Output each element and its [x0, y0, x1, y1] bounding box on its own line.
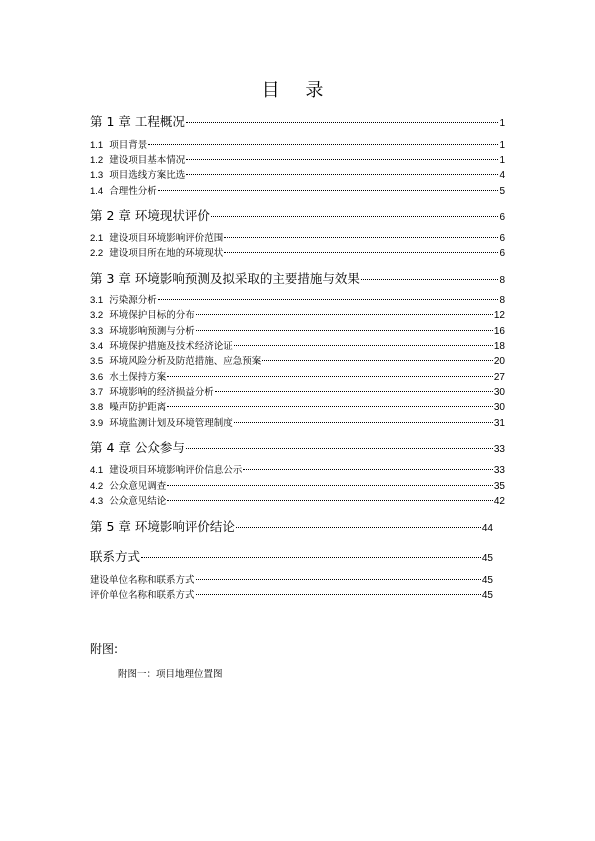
toc-entry-label: 第 3 章 环境影响预测及拟采取的主要措施与效果 — [90, 271, 360, 286]
toc-entry-label: 污染源分析 — [109, 295, 157, 306]
toc-entry-number: 4.3 — [90, 496, 104, 507]
toc-page-number: 30 — [493, 402, 505, 413]
toc-entry-number: 3.7 — [90, 387, 104, 398]
toc-page-number: 6 — [499, 233, 505, 244]
toc-entry-label: 第 4 章 公众参与 — [90, 440, 185, 455]
toc-page-number: 30 — [493, 387, 505, 398]
toc-section-entry[interactable] — [90, 307, 505, 321]
dot-leader — [236, 527, 481, 528]
toc-chapter-entry[interactable] — [90, 438, 505, 456]
toc-page-number: 20 — [493, 356, 505, 367]
toc-title: 目 录 — [261, 80, 334, 101]
dot-leader — [224, 237, 498, 238]
toc-entry-number: 3.1 — [90, 295, 104, 306]
toc-entry-number: 1.4 — [90, 186, 104, 197]
dot-leader — [196, 314, 493, 315]
toc-entry-label: 环境风险分析及防范措施、应急预案 — [109, 356, 262, 367]
toc-entry-label: 公众意见结论 — [109, 496, 167, 507]
dot-leader — [186, 122, 499, 123]
toc-entry-label: 建设项目所在地的环境现状 — [109, 248, 224, 259]
toc-page-number: 31 — [493, 418, 505, 429]
toc-page-number: 5 — [499, 186, 505, 197]
toc-page-number: 6 — [499, 212, 505, 223]
toc-page-number: 1 — [499, 140, 505, 151]
dot-leader — [211, 216, 499, 217]
dot-leader — [243, 469, 493, 470]
toc-entry-label: 建设项目环境影响评价信息公示 — [109, 465, 243, 476]
toc-section-entry[interactable] — [90, 137, 505, 151]
toc-page-number: 42 — [493, 496, 505, 507]
toc-entry-label: 公众意见调查 — [109, 481, 167, 492]
dot-leader — [158, 190, 499, 191]
toc-entry-label: 环境保护目标的分布 — [109, 310, 195, 321]
toc-section-entry[interactable] — [90, 572, 493, 586]
toc-page-number: 8 — [499, 275, 505, 286]
toc-page-number: 12 — [493, 310, 505, 321]
dot-leader — [186, 159, 498, 160]
toc-section-entry[interactable] — [90, 462, 505, 476]
toc-entry-label: 环境保护措施及技术经济论证 — [109, 341, 233, 352]
toc-page-number: 33 — [493, 465, 505, 476]
toc-entry-number: 1.1 — [90, 140, 104, 151]
toc-entry-label: 第 2 章 环境现状评价 — [90, 208, 210, 223]
toc-page-number: 45 — [481, 590, 493, 601]
toc-entry-number: 3.8 — [90, 402, 104, 413]
dot-leader — [196, 594, 481, 595]
toc-section-entry[interactable] — [90, 292, 505, 306]
toc-section-entry[interactable] — [90, 415, 505, 429]
toc-section-entry[interactable] — [90, 152, 505, 166]
toc-entry-label: 建设项目基本情况 — [109, 155, 186, 166]
dot-leader — [361, 279, 499, 280]
toc-entry-label: 联系方式 — [90, 549, 141, 564]
toc-page-number: 6 — [499, 248, 505, 259]
dot-leader — [167, 500, 493, 501]
dot-leader — [196, 579, 481, 580]
toc-entry-number: 3.3 — [90, 326, 104, 337]
toc-section-entry[interactable] — [90, 478, 505, 492]
dot-leader — [262, 360, 493, 361]
toc-entry-number: 3.5 — [90, 356, 104, 367]
toc-entry-label: 建设项目环境影响评价范围 — [109, 233, 224, 244]
appendix-item: 附图一：项目地理位置图 — [118, 669, 223, 680]
toc-entry-number: 4.1 — [90, 465, 104, 476]
dot-leader — [215, 391, 493, 392]
toc-entry-label: 水土保持方案 — [109, 372, 167, 383]
toc-entry-label: 第 5 章 环境影响评价结论 — [90, 519, 235, 534]
dot-leader — [224, 252, 498, 253]
toc-page-number: 27 — [493, 372, 505, 383]
dot-leader — [186, 448, 493, 449]
appendix-heading: 附图: — [90, 642, 119, 656]
toc-entry-label: 评价单位名称和联系方式 — [90, 590, 195, 601]
toc-page-number: 4 — [499, 170, 505, 181]
dot-leader — [158, 299, 499, 300]
toc-entry-number: 2.2 — [90, 248, 104, 259]
toc-entry-label: 合理性分析 — [109, 186, 157, 197]
toc-entry-number: 1.2 — [90, 155, 104, 166]
dot-leader — [148, 144, 498, 145]
toc-entry-label: 第 1 章 工程概况 — [90, 114, 185, 129]
dot-leader — [167, 376, 493, 377]
toc-page-number: 44 — [481, 523, 493, 534]
toc-entry-number: 3.6 — [90, 372, 104, 383]
toc-page-number: 33 — [493, 444, 505, 455]
toc-chapter-entry[interactable] — [90, 517, 493, 535]
toc-entry-number: 3.4 — [90, 341, 104, 352]
toc-entry-label: 环境监测计划及环境管理制度 — [109, 418, 233, 429]
toc-page-number: 18 — [493, 341, 505, 352]
toc-entry-number: 4.2 — [90, 481, 104, 492]
toc-section-entry[interactable] — [90, 230, 505, 244]
dot-leader — [167, 485, 493, 486]
dot-leader — [141, 557, 481, 558]
toc-entry-number: 1.3 — [90, 170, 104, 181]
toc-entry-label: 环境影响预测与分析 — [109, 326, 195, 337]
toc-section-entry[interactable] — [90, 493, 505, 507]
toc-page-number: 45 — [481, 553, 493, 564]
dot-leader — [186, 174, 498, 175]
toc-entry-label: 噪声防护距离 — [109, 402, 167, 413]
toc-section-entry[interactable] — [90, 399, 505, 413]
toc-page-number: 1 — [499, 118, 505, 129]
toc-entry-number: 3.2 — [90, 310, 104, 321]
toc-section-entry[interactable] — [90, 323, 505, 337]
toc-page-number: 35 — [493, 481, 505, 492]
toc-entry-number: 3.9 — [90, 418, 104, 429]
dot-leader — [234, 422, 493, 423]
dot-leader — [167, 406, 493, 407]
toc-entry-number: 2.1 — [90, 233, 104, 244]
toc-page-number: 1 — [499, 155, 505, 166]
toc-section-entry[interactable] — [90, 338, 505, 352]
dot-leader — [196, 330, 493, 331]
toc-section-entry[interactable] — [90, 369, 505, 383]
toc-chapter-entry[interactable] — [90, 269, 505, 287]
dot-leader — [234, 345, 493, 346]
toc-chapter-entry[interactable] — [90, 112, 505, 130]
toc-entry-label: 项目背景 — [109, 140, 148, 151]
toc-section-entry[interactable] — [90, 245, 505, 259]
toc-page-number: 45 — [481, 575, 493, 586]
toc-section-entry[interactable] — [90, 384, 505, 398]
toc-section-entry[interactable] — [90, 353, 505, 367]
toc-entry-label: 项目选线方案比选 — [109, 170, 186, 181]
toc-section-entry[interactable] — [90, 183, 505, 197]
toc-entry-label: 环境影响的经济损益分析 — [109, 387, 214, 398]
toc-section-entry[interactable] — [90, 167, 505, 181]
toc-page-number: 8 — [499, 295, 505, 306]
toc-section-entry[interactable] — [90, 587, 493, 601]
toc-chapter-entry[interactable] — [90, 547, 493, 565]
toc-page-number: 16 — [493, 326, 505, 337]
toc-chapter-entry[interactable] — [90, 206, 505, 224]
toc-entry-label: 建设单位名称和联系方式 — [90, 575, 195, 586]
